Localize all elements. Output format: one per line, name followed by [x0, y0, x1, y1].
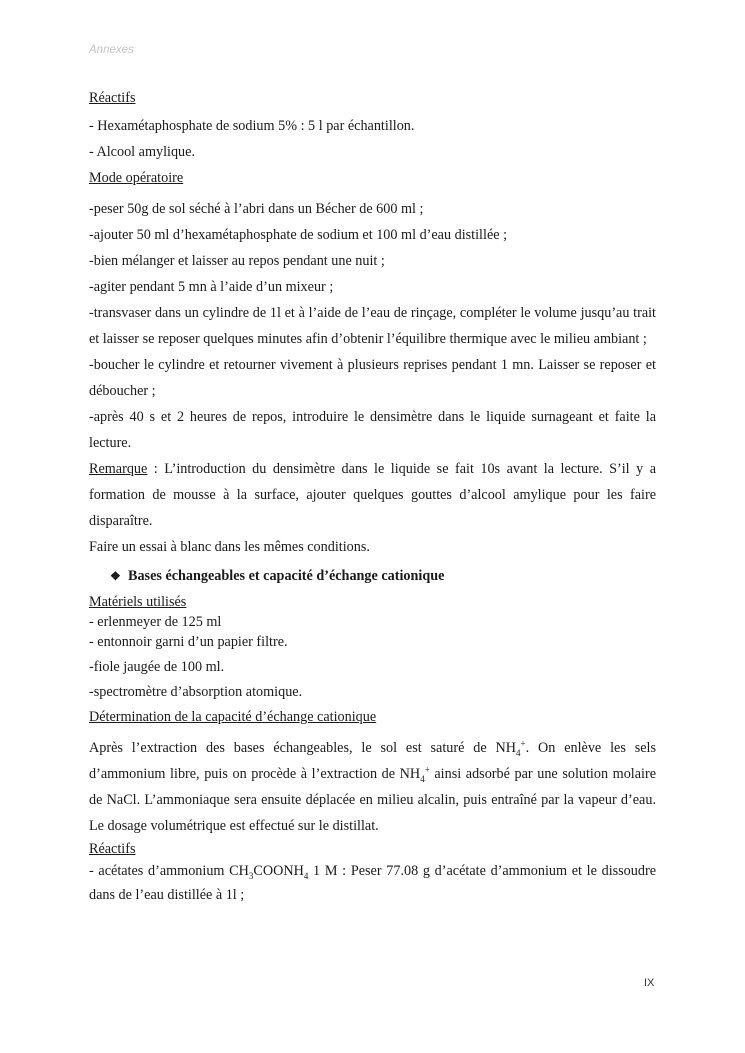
materiel-item: -fiole jaugée de 100 ml.	[89, 659, 225, 675]
section-heading	[89, 566, 656, 586]
page-number: IX	[644, 977, 655, 989]
remark-label: Remarque	[89, 461, 148, 477]
reactif-item: - Alcool amylique.	[89, 144, 195, 160]
remark-paragraph	[89, 456, 656, 534]
diamond-bullet-icon: ❖	[110, 569, 121, 583]
remark-text: : L’introduction du densimètre dans le liquide se fait 10s avant la lecture. S’il y a formation de mousse à la surface, ajouter quelques gouttes d’alcool amylique pour les faire disparaître.	[89, 461, 656, 529]
reactif2-item: - acétates d’ammonium $CH_3COONH_4$ 1 M : Peser 77.08 g d’acétate d’ammonium et le dissoudre dans de l’eau distillée à 1l ;	[89, 863, 656, 903]
blank-test-note: Faire un essai à blanc dans les mêmes conditions.	[89, 539, 370, 555]
determination-paragraph: Après l’extraction des bases échangeables, le sol est saturé de $NH_4^+$. On enlève les sels d’ammonium libre, puis on procède à l’extraction de $NH_4^+$ ainsi adsorbé par une solution molaire de NaCl. L’ammoniaque sera ensuite déplacée en milieu alcalin, puis entraîné par la vapeur d’eau. Le dosage volumétrique est effectué sur le distillat.	[89, 738, 656, 834]
procedure-step: -peser 50g de sol séché à l’abri dans un Bécher de 600 ml ;	[89, 201, 424, 217]
reactif-item: - Hexamétaphosphate de sodium 5% : 5 l par échantillon.	[89, 118, 415, 134]
reactifs-heading: Réactifs	[89, 90, 136, 106]
determination-heading: Détermination de la capacité d’échange cationique	[89, 709, 377, 725]
materiel-item: -spectromètre d’absorption atomique.	[89, 684, 303, 700]
materiel-item: - entonnoir garni d’un papier filtre.	[89, 634, 288, 650]
materiels-heading: Matériels utilisés	[89, 594, 187, 610]
page-content	[89, 88, 656, 907]
procedure-step: -bien mélanger et laisser au repos pendant une nuit ;	[89, 253, 385, 269]
running-header: Annexes	[89, 44, 134, 56]
procedure-step: -transvaser dans un cylindre de 1l et à l’aide de l’eau de rinçage, compléter le volume jusqu’au trait et laisser se reposer quelques minutes afin d’obtenir l’équilibre thermique avec le milieu ambiant ;	[89, 305, 656, 347]
procedure-step: -après 40 s et 2 heures de repos, introduire le densimètre dans le liquide surnageant et faite la lecture.	[89, 409, 656, 451]
mode-operatoire-heading: Mode opératoire	[89, 170, 184, 186]
section-title: Bases échangeables et capacité d’échange cationique	[128, 568, 445, 584]
materiel-item: - erlenmeyer de 125 ml	[89, 614, 222, 630]
procedure-step: -ajouter 50 ml d’hexamétaphosphate de sodium et 100 ml d’eau distillée ;	[89, 227, 508, 243]
procedure-step: -agiter pendant 5 mn à l’aide d’un mixeur ;	[89, 279, 334, 295]
reactifs2-heading: Réactifs	[89, 841, 136, 857]
procedure-step: -boucher le cylindre et retourner vivement à plusieurs reprises pendant 1 mn. Laisser se reposer et déboucher ;	[89, 357, 656, 399]
